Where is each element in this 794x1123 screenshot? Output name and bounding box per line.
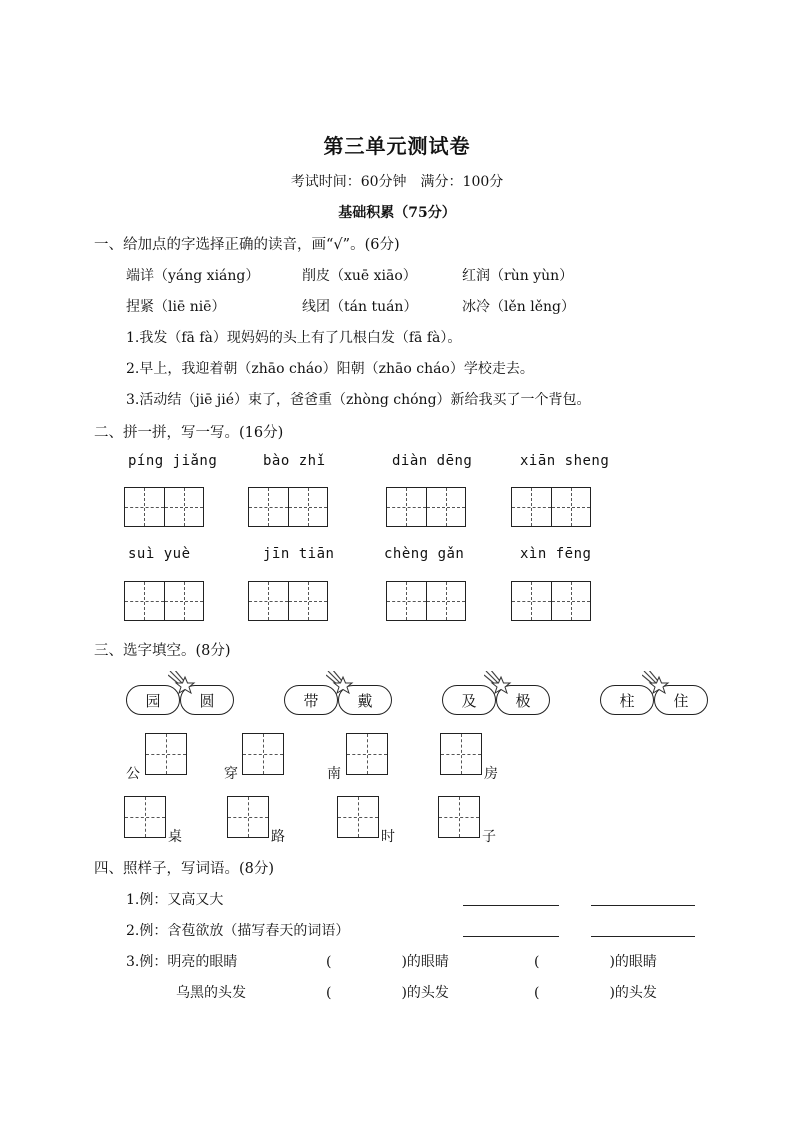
fill-box[interactable] (124, 796, 166, 838)
fill-box[interactable] (438, 796, 480, 838)
fill-blank-phrase[interactable]: ( )的眼睛 (534, 954, 657, 970)
q1-item: 捏紧（liē niē） (126, 299, 226, 315)
fill-box[interactable] (242, 733, 284, 775)
q4-example: 乌黑的头发 (176, 985, 246, 1001)
q1-item: 红润（rùn yùn） (462, 268, 574, 284)
pinyin-label: chèng gǎn (384, 546, 465, 562)
char-option: 圆 (180, 685, 234, 715)
writing-grid[interactable] (124, 581, 204, 621)
given-char: 桌 (168, 829, 182, 845)
fill-box[interactable] (440, 733, 482, 775)
char-option: 极 (496, 685, 550, 715)
q1-item: 削皮（xuē xiāo） (302, 268, 417, 284)
char-pair-ji (442, 685, 550, 715)
fill-blank-phrase[interactable]: ( )的头发 (326, 985, 449, 1001)
char-option: 及 (442, 685, 496, 715)
q1-sentence: 3.活动结（jiē jié）束了，爸爸重（zhòng chóng）新给我买了一个背包。 (126, 392, 591, 408)
char-option: 柱 (600, 685, 654, 715)
q1-item: 冰冷（lěn lěng） (462, 299, 575, 315)
given-char: 时 (381, 829, 395, 845)
q4-example: 3.例：明亮的眼睛 (126, 954, 238, 970)
given-char: 公 (126, 766, 140, 782)
pinyin-label: diàn dēng (392, 453, 473, 469)
shooting-star-icon (168, 671, 196, 699)
pinyin-label: xiān sheng (520, 453, 610, 469)
pinyin-label: jīn tiān (263, 546, 335, 562)
char-option: 住 (654, 685, 708, 715)
q4-example: 2.例：含苞欲放（描写春天的词语） (126, 923, 350, 939)
answer-line[interactable] (463, 905, 559, 906)
writing-grid[interactable] (511, 581, 591, 621)
fill-box[interactable] (346, 733, 388, 775)
q3-heading: 三、选字填空。(8分) (94, 643, 231, 659)
q1-sentence: 2.早上，我迎着朝（zhāo cháo）阳朝（zhāo cháo）学校走去。 (126, 361, 534, 377)
pinyin-label: suì yuè (128, 546, 191, 562)
writing-grid[interactable] (248, 487, 328, 527)
page-title: 第三单元测试卷 (323, 134, 471, 158)
exam-info: 考试时间：60分钟 满分：100分 (290, 174, 504, 190)
q4-example: 1.例：又高又大 (126, 892, 224, 908)
fill-box[interactable] (145, 733, 187, 775)
char-option: 园 (126, 685, 180, 715)
given-char: 南 (327, 766, 341, 782)
q2-heading: 二、拼一拼，写一写。(16分) (94, 425, 284, 441)
answer-line[interactable] (463, 936, 559, 937)
writing-grid[interactable] (511, 487, 591, 527)
writing-grid[interactable] (386, 581, 466, 621)
shooting-star-icon (326, 671, 354, 699)
fill-box[interactable] (337, 796, 379, 838)
char-pair-yuan (126, 685, 234, 715)
given-char: 穿 (224, 766, 238, 782)
q4-heading: 四、照样子，写词语。(8分) (94, 861, 275, 877)
q1-sentence: 1.我发（fā fà）现妈妈的头上有了几根白发（fā fà）。 (126, 330, 462, 346)
section-heading: 基础积累（75分） (338, 205, 456, 221)
char-option: 带 (284, 685, 338, 715)
pinyin-label: xìn fēng (520, 546, 592, 562)
char-option: 戴 (338, 685, 392, 715)
given-char: 房 (484, 766, 498, 782)
shooting-star-icon (642, 671, 670, 699)
given-char: 路 (271, 829, 285, 845)
q1-heading: 一、给加点的字选择正确的读音，画“√”。(6分) (94, 237, 400, 253)
fill-blank-phrase[interactable]: ( )的眼睛 (326, 954, 449, 970)
char-pair-dai (284, 685, 392, 715)
given-char: 子 (482, 829, 496, 845)
shooting-star-icon (484, 671, 512, 699)
q1-item: 线团（tán tuán） (302, 299, 418, 315)
writing-grid[interactable] (386, 487, 466, 527)
fill-box[interactable] (227, 796, 269, 838)
pinyin-label: bào zhǐ (263, 453, 326, 469)
q1-item: 端详（yáng xiáng） (126, 268, 260, 284)
char-pair-zhu (600, 685, 708, 715)
fill-blank-phrase[interactable]: ( )的头发 (534, 985, 657, 1001)
answer-line[interactable] (591, 936, 695, 937)
writing-grid[interactable] (124, 487, 204, 527)
writing-grid[interactable] (248, 581, 328, 621)
pinyin-label: píng jiǎng (128, 453, 218, 469)
answer-line[interactable] (591, 905, 695, 906)
